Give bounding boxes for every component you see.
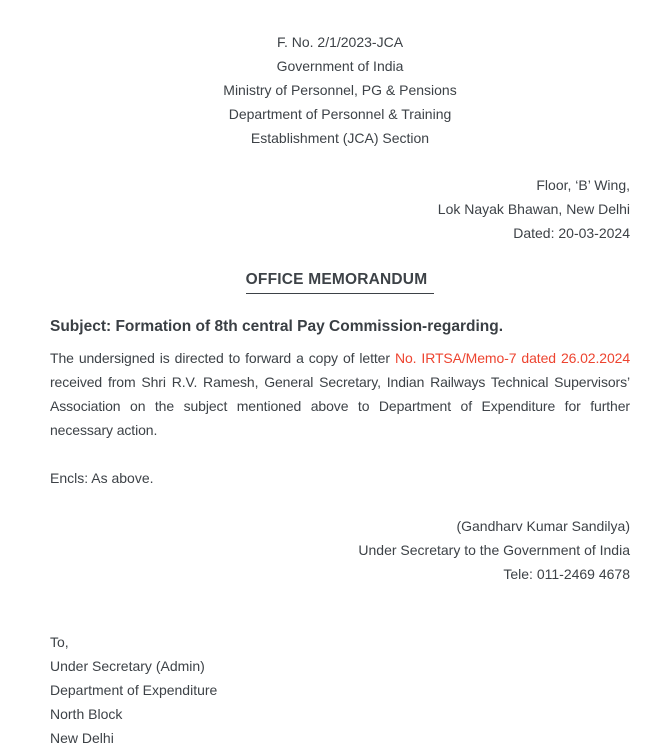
recipient-salutation: To,	[50, 634, 69, 650]
letter-reference-highlight: No. IRTSA/Memo-7 dated 26.02.2024	[394, 350, 631, 366]
recipient-building: North Block	[50, 706, 123, 722]
file-number-line: F. No. 2/1/2023-JCA	[276, 34, 404, 50]
signatory-name: (Gandharv Kumar Sandilya)	[456, 518, 630, 534]
body-text-after-reference: received from Shri R.V. Ramesh, General Secretary, Indian Railways Technical Supervisors’ Association on the subject mentioned above to Department of Expenditure for further necessary action.	[50, 374, 630, 438]
signatory-phone: Tele: 011-2469 4678	[503, 566, 630, 582]
date-line: Dated: 20-03-2024	[513, 225, 630, 241]
memo-title-row	[50, 267, 630, 294]
title-underline-trailing-space	[427, 268, 434, 292]
recipient-department: Department of Expenditure	[50, 682, 218, 698]
enclosure-line: Encls: As above.	[50, 470, 154, 486]
body-paragraph	[50, 346, 630, 442]
org-line-ministry: Ministry of Personnel, PG & Pensions	[223, 82, 457, 98]
letterhead	[50, 30, 630, 150]
org-line-government: Government of India	[276, 58, 404, 74]
issuing-address-block	[50, 173, 630, 245]
subject-line: Subject: Formation of 8th central Pay Commission-regarding.	[50, 318, 504, 335]
recipient-city: New Delhi	[50, 730, 114, 746]
recipient-block	[50, 630, 630, 750]
signatory-designation: Under Secretary to the Government of India	[358, 542, 630, 558]
memo-title: OFFICE MEMORANDUM	[246, 268, 435, 294]
org-line-department: Department of Personnel & Training	[228, 106, 452, 122]
body-text-before-reference: The undersigned is directed to forward a copy of letter	[50, 350, 395, 366]
org-line-section: Establishment (JCA) Section	[250, 130, 430, 146]
recipient-designation: Under Secretary (Admin)	[50, 658, 205, 674]
address-line-building: Lok Nayak Bhawan, New Delhi	[437, 201, 630, 217]
address-line-wing: Floor, ‘B’ Wing,	[536, 177, 630, 193]
signature-block	[50, 514, 630, 586]
